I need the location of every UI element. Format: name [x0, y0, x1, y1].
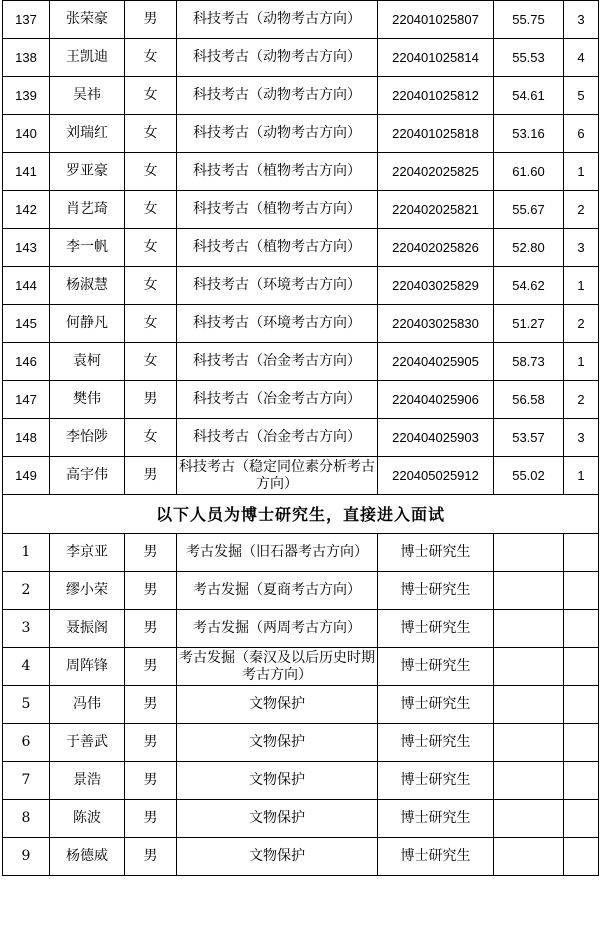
phd-row-number: 5 [3, 686, 50, 724]
phd-major: 文物保护 [177, 686, 378, 724]
candidate-gender: 女 [125, 343, 177, 381]
table-row [3, 305, 599, 343]
candidate-major: 科技考古（植物考古方向） [177, 229, 378, 267]
phd-row-number: 1 [3, 534, 50, 572]
phd-empty-rank [564, 838, 599, 876]
phd-row-number: 7 [3, 762, 50, 800]
candidate-score: 51.27 [494, 305, 564, 343]
candidate-name: 李怡陟 [50, 419, 125, 457]
candidate-rank: 2 [564, 191, 599, 229]
phd-name: 缪小荣 [50, 572, 125, 610]
candidate-major: 科技考古（植物考古方向） [177, 153, 378, 191]
phd-row-number: 4 [3, 648, 50, 686]
candidate-score: 61.60 [494, 153, 564, 191]
candidate-gender: 女 [125, 153, 177, 191]
candidate-exam-id: 220405025912 [378, 457, 494, 495]
phd-major: 文物保护 [177, 838, 378, 876]
phd-major: 考古发掘（旧石器考古方向） [177, 534, 378, 572]
candidate-name: 高宇伟 [50, 457, 125, 495]
phd-major: 文物保护 [177, 724, 378, 762]
candidate-exam-id: 220403025830 [378, 305, 494, 343]
row-number: 140 [3, 115, 50, 153]
table-row [3, 191, 599, 229]
row-number: 147 [3, 381, 50, 419]
table-row [3, 267, 599, 305]
candidate-rank: 3 [564, 1, 599, 39]
row-number: 148 [3, 419, 50, 457]
phd-note: 以下人员为博士研究生，直接进入面试 [3, 495, 599, 534]
table-row [3, 153, 599, 191]
candidate-gender: 女 [125, 267, 177, 305]
candidate-score: 55.53 [494, 39, 564, 77]
candidate-exam-id: 220401025818 [378, 115, 494, 153]
row-number: 137 [3, 1, 50, 39]
table-row [3, 77, 599, 115]
candidate-score: 55.67 [494, 191, 564, 229]
candidate-major: 科技考古（冶金考古方向） [177, 343, 378, 381]
candidate-score: 56.58 [494, 381, 564, 419]
candidate-gender: 女 [125, 419, 177, 457]
candidate-name: 张荣豪 [50, 1, 125, 39]
phd-major: 考古发掘（秦汉及以后历史时期考古方向） [177, 648, 378, 686]
candidate-exam-id: 220404025905 [378, 343, 494, 381]
table-row [3, 381, 599, 419]
candidate-major: 科技考古（动物考古方向） [177, 1, 378, 39]
phd-type: 博士研究生 [378, 838, 494, 876]
phd-name: 聂振阁 [50, 610, 125, 648]
phd-gender: 男 [125, 610, 177, 648]
phd-empty-score [494, 572, 564, 610]
candidate-gender: 女 [125, 305, 177, 343]
phd-empty-score [494, 686, 564, 724]
phd-empty-rank [564, 534, 599, 572]
table-row [3, 343, 599, 381]
table-row [3, 457, 599, 495]
candidate-name: 罗亚豪 [50, 153, 125, 191]
candidate-major: 科技考古（冶金考古方向） [177, 381, 378, 419]
candidate-exam-id: 220404025906 [378, 381, 494, 419]
phd-row-number: 9 [3, 838, 50, 876]
candidate-exam-id: 220401025807 [378, 1, 494, 39]
candidate-rank: 5 [564, 77, 599, 115]
phd-gender: 男 [125, 838, 177, 876]
candidate-rank: 6 [564, 115, 599, 153]
candidate-rank: 2 [564, 381, 599, 419]
phd-name: 景浩 [50, 762, 125, 800]
candidate-exam-id: 220403025829 [378, 267, 494, 305]
candidate-score: 53.16 [494, 115, 564, 153]
phd-empty-score [494, 610, 564, 648]
table-row [3, 115, 599, 153]
candidate-exam-id: 220402025825 [378, 153, 494, 191]
phd-gender: 男 [125, 686, 177, 724]
candidate-rows [3, 1, 599, 495]
phd-name: 周阵锋 [50, 648, 125, 686]
phd-gender: 男 [125, 648, 177, 686]
phd-empty-score [494, 534, 564, 572]
candidate-score: 53.57 [494, 419, 564, 457]
phd-empty-score [494, 800, 564, 838]
row-number: 146 [3, 343, 50, 381]
candidate-gender: 女 [125, 39, 177, 77]
phd-empty-rank [564, 800, 599, 838]
phd-name: 杨德威 [50, 838, 125, 876]
table-row [3, 686, 599, 724]
candidate-rank: 1 [564, 343, 599, 381]
note-row [3, 495, 599, 534]
phd-empty-score [494, 838, 564, 876]
phd-major: 文物保护 [177, 762, 378, 800]
candidate-score: 54.62 [494, 267, 564, 305]
candidate-score: 54.61 [494, 77, 564, 115]
table-row [3, 800, 599, 838]
phd-empty-score [494, 648, 564, 686]
table-row [3, 229, 599, 267]
phd-rows [3, 534, 599, 876]
candidate-gender: 男 [125, 1, 177, 39]
phd-type: 博士研究生 [378, 610, 494, 648]
table-row [3, 762, 599, 800]
row-number: 142 [3, 191, 50, 229]
table-row [3, 1, 599, 39]
phd-empty-rank [564, 686, 599, 724]
candidate-gender: 女 [125, 77, 177, 115]
candidate-major: 科技考古（环境考古方向） [177, 267, 378, 305]
candidate-name: 李一帆 [50, 229, 125, 267]
candidate-name: 王凯迪 [50, 39, 125, 77]
table-row [3, 610, 599, 648]
candidate-exam-id: 220401025814 [378, 39, 494, 77]
phd-type: 博士研究生 [378, 534, 494, 572]
phd-gender: 男 [125, 572, 177, 610]
phd-major: 文物保护 [177, 800, 378, 838]
candidate-rank: 1 [564, 457, 599, 495]
phd-gender: 男 [125, 724, 177, 762]
candidate-exam-id: 220401025812 [378, 77, 494, 115]
row-number: 138 [3, 39, 50, 77]
phd-empty-score [494, 724, 564, 762]
candidate-score: 55.02 [494, 457, 564, 495]
candidate-gender: 男 [125, 457, 177, 495]
results-table [2, 0, 599, 876]
row-number: 139 [3, 77, 50, 115]
phd-row-number: 3 [3, 610, 50, 648]
phd-type: 博士研究生 [378, 648, 494, 686]
candidate-rank: 1 [564, 267, 599, 305]
candidate-name: 樊伟 [50, 381, 125, 419]
candidate-major: 科技考古（稳定同位素分析考古方向） [177, 457, 378, 495]
candidate-exam-id: 220402025821 [378, 191, 494, 229]
phd-type: 博士研究生 [378, 572, 494, 610]
phd-type: 博士研究生 [378, 686, 494, 724]
table-row [3, 838, 599, 876]
phd-major: 考古发掘（夏商考古方向） [177, 572, 378, 610]
phd-type: 博士研究生 [378, 724, 494, 762]
candidate-name: 袁柯 [50, 343, 125, 381]
phd-empty-rank [564, 610, 599, 648]
table-row [3, 534, 599, 572]
candidate-gender: 女 [125, 191, 177, 229]
candidate-name: 吴祎 [50, 77, 125, 115]
phd-major: 考古发掘（两周考古方向） [177, 610, 378, 648]
phd-name: 李京亚 [50, 534, 125, 572]
candidate-rank: 3 [564, 229, 599, 267]
phd-empty-rank [564, 762, 599, 800]
candidate-rank: 2 [564, 305, 599, 343]
phd-empty-rank [564, 724, 599, 762]
candidate-score: 58.73 [494, 343, 564, 381]
table-row [3, 419, 599, 457]
phd-gender: 男 [125, 800, 177, 838]
candidate-major: 科技考古（植物考古方向） [177, 191, 378, 229]
phd-row-number: 6 [3, 724, 50, 762]
phd-empty-rank [564, 648, 599, 686]
table-row [3, 724, 599, 762]
table-row [3, 572, 599, 610]
candidate-gender: 男 [125, 381, 177, 419]
row-number: 145 [3, 305, 50, 343]
phd-name: 于善武 [50, 724, 125, 762]
candidate-score: 52.80 [494, 229, 564, 267]
phd-gender: 男 [125, 534, 177, 572]
candidate-major: 科技考古（动物考古方向） [177, 115, 378, 153]
phd-empty-score [494, 762, 564, 800]
candidate-rank: 1 [564, 153, 599, 191]
row-number: 141 [3, 153, 50, 191]
candidate-score: 55.75 [494, 1, 564, 39]
phd-name: 冯伟 [50, 686, 125, 724]
candidate-gender: 女 [125, 229, 177, 267]
phd-type: 博士研究生 [378, 800, 494, 838]
row-number: 149 [3, 457, 50, 495]
phd-type: 博士研究生 [378, 762, 494, 800]
row-number: 144 [3, 267, 50, 305]
phd-name: 陈波 [50, 800, 125, 838]
candidate-rank: 4 [564, 39, 599, 77]
phd-row-number: 8 [3, 800, 50, 838]
candidate-name: 杨淑慧 [50, 267, 125, 305]
phd-empty-rank [564, 572, 599, 610]
phd-gender: 男 [125, 762, 177, 800]
candidate-exam-id: 220404025903 [378, 419, 494, 457]
candidate-major: 科技考古（动物考古方向） [177, 39, 378, 77]
candidate-exam-id: 220402025826 [378, 229, 494, 267]
candidate-major: 科技考古（动物考古方向） [177, 77, 378, 115]
candidate-gender: 女 [125, 115, 177, 153]
table-row [3, 39, 599, 77]
table-row [3, 648, 599, 686]
row-number: 143 [3, 229, 50, 267]
phd-row-number: 2 [3, 572, 50, 610]
candidate-major: 科技考古（冶金考古方向） [177, 419, 378, 457]
candidate-name: 肖艺琦 [50, 191, 125, 229]
candidate-major: 科技考古（环境考古方向） [177, 305, 378, 343]
candidate-name: 何静凡 [50, 305, 125, 343]
candidate-rank: 3 [564, 419, 599, 457]
candidate-name: 刘瑞红 [50, 115, 125, 153]
